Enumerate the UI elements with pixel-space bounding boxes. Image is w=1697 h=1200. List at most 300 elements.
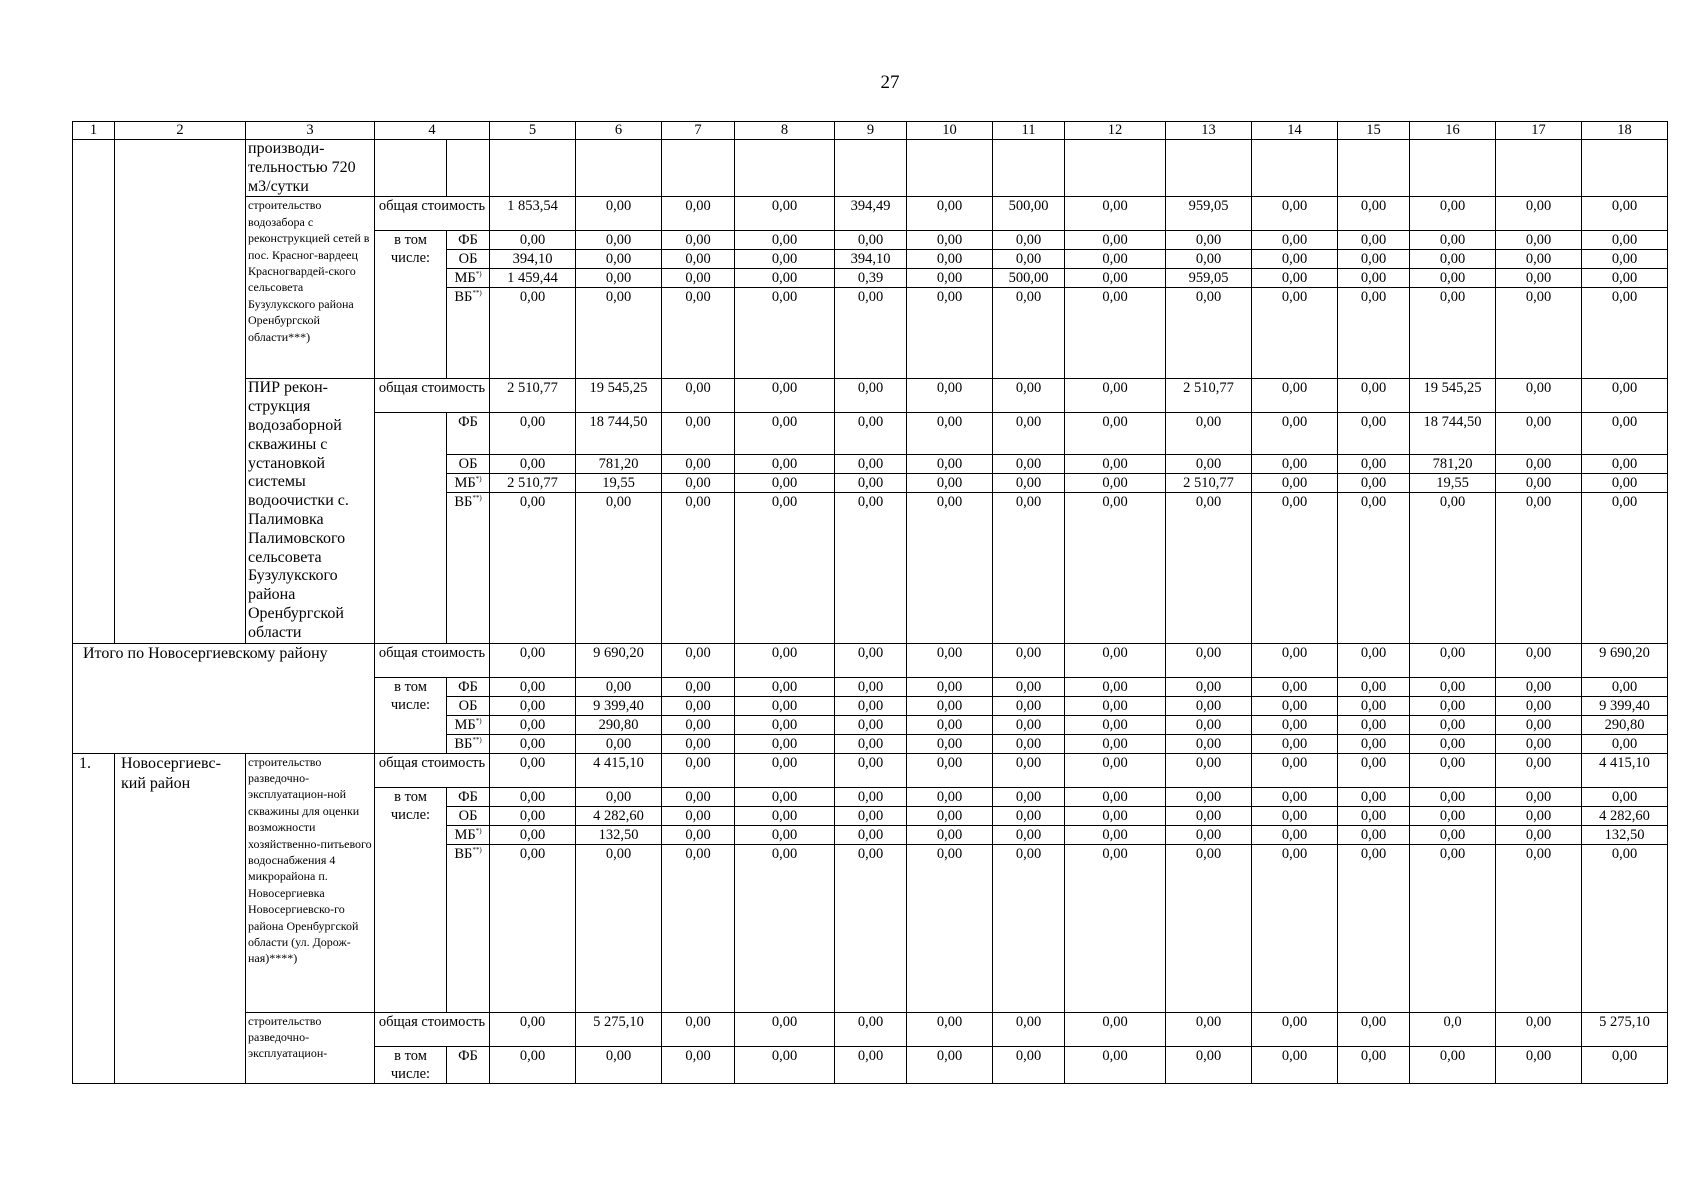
value-cell: 0,00 <box>490 413 576 454</box>
value-cell: 0,00 <box>1582 787 1668 806</box>
value-cell: 0,00 <box>1410 288 1496 379</box>
value-cell: 0,00 <box>835 231 907 250</box>
value-cell: 0,00 <box>835 734 907 753</box>
value-cell: 0,00 <box>993 643 1065 677</box>
value-cell: 0,00 <box>1338 715 1410 734</box>
value-cell: 0,00 <box>735 197 835 231</box>
header-col-12: 12 <box>1065 122 1166 140</box>
funding-source-ob <box>447 806 490 825</box>
header-col-3: 3 <box>246 122 375 140</box>
value-cell: 0,00 <box>576 492 662 643</box>
value-cell: 0,00 <box>907 197 993 231</box>
value-cell: 0,00 <box>1252 753 1338 787</box>
table-row <box>73 197 1668 231</box>
header-col-9: 9 <box>835 122 907 140</box>
value-cell: 0,00 <box>1065 715 1166 734</box>
value-cell: 0,00 <box>1166 231 1252 250</box>
value-cell: 0,00 <box>1410 844 1496 1012</box>
value-cell: 0,00 <box>993 473 1065 492</box>
value-cell: 0,00 <box>735 1012 835 1046</box>
value-cell: 2 510,77 <box>490 473 576 492</box>
footnote-mark: **) <box>472 845 482 854</box>
value-cell: 0,00 <box>835 288 907 379</box>
value-cell: 0,00 <box>1252 454 1338 473</box>
value-cell: 0,00 <box>835 677 907 696</box>
value-cell: 0,00 <box>735 250 835 269</box>
value-cell: 0,00 <box>1252 806 1338 825</box>
total-cost-label: общая стоимость <box>375 753 490 787</box>
value-cell: 132,50 <box>576 825 662 844</box>
value-cell: 0,00 <box>1065 825 1166 844</box>
value-cell: 0,00 <box>1582 231 1668 250</box>
value-cell: 0,00 <box>1410 197 1496 231</box>
value-cell: 0,00 <box>1410 734 1496 753</box>
funding-source-label: ОБ <box>458 807 478 824</box>
value-cell: 2 510,77 <box>490 379 576 413</box>
funding-source-label: ФБ <box>458 678 478 695</box>
value-cell: 0,00 <box>1582 492 1668 643</box>
funding-source-label: ОБ <box>458 455 478 472</box>
value-cell: 0,00 <box>993 288 1065 379</box>
value-cell: 0,00 <box>907 677 993 696</box>
row-number-cell: 1. <box>73 753 115 1083</box>
value-cell: 0,00 <box>662 1046 735 1083</box>
value-cell: 0,00 <box>662 269 735 288</box>
funding-source-label: ФБ <box>458 414 478 431</box>
funding-source-fb <box>447 231 490 250</box>
value-cell: 0,00 <box>907 844 993 1012</box>
value-cell: 0,00 <box>1166 250 1252 269</box>
value-cell: 0,00 <box>735 413 835 454</box>
funding-source-label: ВБ <box>454 845 473 862</box>
header-col-6: 6 <box>576 122 662 140</box>
value-cell: 0,00 <box>1166 1012 1252 1046</box>
value-cell: 0,00 <box>835 696 907 715</box>
value-cell: 0,00 <box>1582 379 1668 413</box>
total-cost-label: общая стоимость <box>375 643 490 677</box>
value-cell: 0,00 <box>1252 197 1338 231</box>
value-cell: 0,00 <box>1065 643 1166 677</box>
value-cell: 0,00 <box>1410 715 1496 734</box>
value-cell: 0,00 <box>1496 473 1582 492</box>
empty-cell <box>1065 140 1166 197</box>
value-cell: 0,00 <box>1065 734 1166 753</box>
value-cell: 0,00 <box>1582 250 1668 269</box>
value-cell: 0,00 <box>1496 715 1582 734</box>
empty-cell <box>907 140 993 197</box>
value-cell: 0,00 <box>662 197 735 231</box>
value-cell: 0,00 <box>835 413 907 454</box>
value-cell: 0,00 <box>1582 734 1668 753</box>
value-cell: 0,00 <box>993 734 1065 753</box>
value-cell: 0,00 <box>1252 1012 1338 1046</box>
value-cell: 0,00 <box>1496 288 1582 379</box>
value-cell: 0,00 <box>1252 696 1338 715</box>
value-cell: 0,00 <box>1338 677 1410 696</box>
value-cell: 0,00 <box>1496 825 1582 844</box>
value-cell: 0,00 <box>735 473 835 492</box>
value-cell: 0,00 <box>662 473 735 492</box>
value-cell: 0,00 <box>993 413 1065 454</box>
header-col-14: 14 <box>1252 122 1338 140</box>
value-cell: 0,00 <box>1338 753 1410 787</box>
value-cell: 0,00 <box>490 696 576 715</box>
value-cell: 0,00 <box>835 492 907 643</box>
value-cell: 0,00 <box>735 492 835 643</box>
value-cell: 0,00 <box>1496 269 1582 288</box>
funding-source-ob <box>447 696 490 715</box>
value-cell: 2 510,77 <box>1166 473 1252 492</box>
value-cell: 0,00 <box>735 288 835 379</box>
value-cell: 0,00 <box>490 715 576 734</box>
value-cell: 0,00 <box>735 825 835 844</box>
value-cell: 0,00 <box>1338 825 1410 844</box>
value-cell: 0,00 <box>1338 844 1410 1012</box>
value-cell: 0,00 <box>735 454 835 473</box>
value-cell: 0,00 <box>1065 269 1166 288</box>
value-cell: 0,00 <box>1065 753 1166 787</box>
value-cell: 0,00 <box>1496 844 1582 1012</box>
value-cell: 0,00 <box>1410 1046 1496 1083</box>
value-cell: 0,00 <box>490 825 576 844</box>
table-row <box>73 1012 1668 1046</box>
value-cell: 0,00 <box>1410 269 1496 288</box>
value-cell: 18 744,50 <box>1410 413 1496 454</box>
footnote-mark: *) <box>475 270 482 279</box>
value-cell: 959,05 <box>1166 269 1252 288</box>
funding-source-vb <box>447 492 490 643</box>
empty-cell <box>375 140 447 197</box>
value-cell: 0,00 <box>907 787 993 806</box>
header-col-10: 10 <box>907 122 993 140</box>
empty-cell <box>1338 140 1410 197</box>
value-cell: 0,00 <box>1065 250 1166 269</box>
value-cell: 0,00 <box>1496 379 1582 413</box>
value-cell: 9 690,20 <box>1582 643 1668 677</box>
value-cell: 0,00 <box>1410 677 1496 696</box>
value-cell: 0,00 <box>735 1046 835 1083</box>
value-cell: 0,00 <box>993 1046 1065 1083</box>
value-cell: 0,00 <box>907 1012 993 1046</box>
footnote-mark: *) <box>475 826 482 835</box>
value-cell: 0,00 <box>1496 677 1582 696</box>
footnote-mark: **) <box>472 735 482 744</box>
value-cell: 781,20 <box>1410 454 1496 473</box>
value-cell: 0,00 <box>1065 1046 1166 1083</box>
value-cell: 781,20 <box>576 454 662 473</box>
value-cell: 0,00 <box>1338 250 1410 269</box>
funding-source-label: ВБ <box>454 493 473 510</box>
value-cell: 0,00 <box>1338 473 1410 492</box>
value-cell: 0,00 <box>1496 231 1582 250</box>
value-cell: 0,00 <box>993 844 1065 1012</box>
value-cell: 0,00 <box>1582 844 1668 1012</box>
value-cell: 0,00 <box>1166 806 1252 825</box>
empty-cell <box>447 140 490 197</box>
value-cell: 0,00 <box>993 231 1065 250</box>
header-col-17: 17 <box>1496 122 1582 140</box>
value-cell: 0,00 <box>907 250 993 269</box>
empty-cell <box>490 140 576 197</box>
value-cell: 0,00 <box>490 643 576 677</box>
value-cell: 0,00 <box>662 753 735 787</box>
value-cell: 0,00 <box>993 379 1065 413</box>
value-cell: 0,00 <box>1252 1046 1338 1083</box>
value-cell: 0,00 <box>1410 806 1496 825</box>
funding-source-mb <box>447 473 490 492</box>
value-cell: 0,00 <box>1065 696 1166 715</box>
value-cell: 0,00 <box>490 1012 576 1046</box>
value-cell: 0,00 <box>1410 643 1496 677</box>
value-cell: 0,00 <box>662 806 735 825</box>
value-cell: 0,00 <box>1338 413 1410 454</box>
value-cell: 0,00 <box>1410 696 1496 715</box>
value-cell: 0,00 <box>1065 1012 1166 1046</box>
value-cell: 0,00 <box>1166 413 1252 454</box>
value-cell: 0,00 <box>576 1046 662 1083</box>
funding-source-vb <box>447 734 490 753</box>
value-cell: 0,00 <box>576 787 662 806</box>
value-cell: 0,00 <box>835 753 907 787</box>
funding-source-ob <box>447 454 490 473</box>
value-cell: 0,00 <box>576 197 662 231</box>
header-col-16: 16 <box>1410 122 1496 140</box>
value-cell: 0,00 <box>1252 844 1338 1012</box>
value-cell: 1 853,54 <box>490 197 576 231</box>
value-cell: 0,00 <box>1582 288 1668 379</box>
value-cell: 0,00 <box>1252 379 1338 413</box>
value-cell: 0,00 <box>835 643 907 677</box>
value-cell: 0,00 <box>1166 454 1252 473</box>
value-cell: 0,00 <box>662 379 735 413</box>
value-cell: 0,00 <box>490 677 576 696</box>
value-cell: 0,00 <box>662 413 735 454</box>
empty-cell <box>1410 140 1496 197</box>
value-cell: 0,00 <box>490 844 576 1012</box>
value-cell: 0,00 <box>1252 288 1338 379</box>
empty-cell <box>993 140 1065 197</box>
total-cost-label: общая стоимость <box>375 197 490 231</box>
including-label: в том числе: <box>375 787 447 1012</box>
value-cell: 0,00 <box>1496 1046 1582 1083</box>
funding-source-label: МБ <box>454 826 476 843</box>
value-cell: 0,00 <box>907 696 993 715</box>
value-cell: 0,00 <box>907 379 993 413</box>
value-cell: 500,00 <box>993 197 1065 231</box>
value-cell: 0,00 <box>1582 1046 1668 1083</box>
funding-source-fb <box>447 413 490 454</box>
value-cell: 0,00 <box>993 787 1065 806</box>
value-cell: 0,00 <box>1496 250 1582 269</box>
row-number-cell <box>73 140 115 644</box>
value-cell: 500,00 <box>993 269 1065 288</box>
value-cell: 0,00 <box>907 825 993 844</box>
value-cell: 0,00 <box>1065 844 1166 1012</box>
funding-source-label: МБ <box>454 270 476 287</box>
value-cell: 0,00 <box>1496 696 1582 715</box>
value-cell: 0,00 <box>907 806 993 825</box>
value-cell: 0,00 <box>735 787 835 806</box>
value-cell: 0,00 <box>662 696 735 715</box>
header-col-13: 13 <box>1166 122 1252 140</box>
value-cell: 0,00 <box>907 1046 993 1083</box>
value-cell: 0,00 <box>1166 643 1252 677</box>
value-cell: 0,00 <box>1496 734 1582 753</box>
value-cell: 0,00 <box>1582 677 1668 696</box>
value-cell: 0,00 <box>1338 696 1410 715</box>
value-cell: 0,00 <box>662 677 735 696</box>
value-cell: 0,00 <box>1410 231 1496 250</box>
value-cell: 18 744,50 <box>576 413 662 454</box>
header-col-15: 15 <box>1338 122 1410 140</box>
value-cell: 0,00 <box>1065 806 1166 825</box>
value-cell: 0,00 <box>1252 643 1338 677</box>
value-cell: 9 399,40 <box>1582 696 1668 715</box>
value-cell: 0,00 <box>907 715 993 734</box>
district-total-label: Итого по Новосергиевскому району <box>73 643 375 753</box>
value-cell: 0,00 <box>1065 473 1166 492</box>
value-cell: 0,00 <box>1252 734 1338 753</box>
value-cell: 0,00 <box>490 806 576 825</box>
value-cell: 0,00 <box>907 473 993 492</box>
value-cell: 0,00 <box>490 753 576 787</box>
value-cell: 0,00 <box>1582 413 1668 454</box>
value-cell: 0,00 <box>1338 492 1410 643</box>
value-cell: 0,00 <box>1065 787 1166 806</box>
object-name: строительство разведочно-эксплуатацион-ной скважины для оценки возможности хозяйственно-питьевого водоснабжения 4 микрорайона п. Новосергиевка Новосергиевско-го района Оренбургской области (ул. Дорож-ная)****) <box>246 753 375 1012</box>
value-cell: 0,00 <box>993 753 1065 787</box>
funding-source-label: ОБ <box>458 251 478 268</box>
value-cell: 0,00 <box>993 715 1065 734</box>
value-cell: 0,00 <box>1410 787 1496 806</box>
empty-cell <box>1582 140 1668 197</box>
value-cell: 0,00 <box>1338 454 1410 473</box>
value-cell: 0,00 <box>1252 715 1338 734</box>
value-cell: 0,00 <box>835 844 907 1012</box>
value-cell: 0,00 <box>490 734 576 753</box>
value-cell: 0,00 <box>1410 825 1496 844</box>
value-cell: 0,00 <box>1496 1012 1582 1046</box>
value-cell: 0,00 <box>490 288 576 379</box>
value-cell: 0,00 <box>835 454 907 473</box>
funding-source-label: ФБ <box>458 1047 478 1064</box>
funding-source-mb <box>447 715 490 734</box>
value-cell: 0,00 <box>907 643 993 677</box>
header-col-2: 2 <box>115 122 246 140</box>
value-cell: 0,00 <box>1338 643 1410 677</box>
value-cell: 0,00 <box>835 787 907 806</box>
value-cell: 0,00 <box>662 643 735 677</box>
value-cell: 2 510,77 <box>1166 379 1252 413</box>
value-cell: 0,00 <box>662 787 735 806</box>
table-row <box>73 753 1668 787</box>
value-cell: 0,00 <box>1582 197 1668 231</box>
including-label: в том числе: <box>375 1046 447 1083</box>
value-cell: 0,00 <box>1496 643 1582 677</box>
value-cell: 0,00 <box>993 806 1065 825</box>
funding-source-label: МБ <box>454 716 476 733</box>
value-cell: 0,00 <box>907 231 993 250</box>
including-label: в том числе: <box>375 231 447 379</box>
district-name: Новосергиевс-кий район <box>115 753 246 1083</box>
value-cell: 9 690,20 <box>576 643 662 677</box>
value-cell: 0,00 <box>835 715 907 734</box>
value-cell: 0,00 <box>835 806 907 825</box>
value-cell: 0,00 <box>1166 677 1252 696</box>
value-cell: 0,00 <box>1166 734 1252 753</box>
value-cell: 0,00 <box>662 825 735 844</box>
value-cell: 0,00 <box>576 844 662 1012</box>
value-cell: 0,00 <box>1496 413 1582 454</box>
funding-source-fb <box>447 787 490 806</box>
value-cell: 132,50 <box>1582 825 1668 844</box>
value-cell: 0,00 <box>1166 825 1252 844</box>
footnote-mark: *) <box>475 474 482 483</box>
funding-source-fb <box>447 677 490 696</box>
value-cell: 0,00 <box>662 454 735 473</box>
value-cell: 0,00 <box>993 1012 1065 1046</box>
value-cell: 0,00 <box>1065 288 1166 379</box>
funding-source-vb <box>447 844 490 1012</box>
value-cell: 0,00 <box>735 643 835 677</box>
value-cell: 19 545,25 <box>1410 379 1496 413</box>
value-cell: 0,00 <box>1166 1046 1252 1083</box>
value-cell: 0,00 <box>835 1046 907 1083</box>
including-label: в том числе: <box>375 677 447 753</box>
value-cell: 0,00 <box>1252 413 1338 454</box>
value-cell: 19 545,25 <box>576 379 662 413</box>
value-cell: 0,00 <box>735 734 835 753</box>
value-cell: 0,00 <box>1410 753 1496 787</box>
value-cell: 0,00 <box>907 492 993 643</box>
empty-cell <box>375 413 447 643</box>
funding-source-label: МБ <box>454 474 476 491</box>
value-cell: 0,00 <box>1065 413 1166 454</box>
funding-source-label: ОБ <box>458 697 478 714</box>
total-cost-label: общая стоимость <box>375 1012 490 1046</box>
value-cell: 0,00 <box>1252 677 1338 696</box>
value-cell: 0,00 <box>1166 492 1252 643</box>
value-cell: 0,00 <box>1338 197 1410 231</box>
funding-source-mb <box>447 269 490 288</box>
funding-source-label: ФБ <box>458 788 478 805</box>
value-cell: 0,39 <box>835 269 907 288</box>
funding-source-vb <box>447 288 490 379</box>
value-cell: 0,00 <box>1496 787 1582 806</box>
empty-cell <box>1252 140 1338 197</box>
value-cell: 0,00 <box>1166 753 1252 787</box>
value-cell: 959,05 <box>1166 197 1252 231</box>
value-cell: 0,00 <box>1166 288 1252 379</box>
funding-source-mb <box>447 825 490 844</box>
value-cell: 0,00 <box>907 734 993 753</box>
object-name: строительство водозабора с реконструкцией сетей в пос. Красног-вардеец Красногвардей-ского сельсовета Бузулукского района Оренбургской области***) <box>246 197 375 379</box>
value-cell: 0,00 <box>735 231 835 250</box>
value-cell: 0,00 <box>907 753 993 787</box>
value-cell: 0,00 <box>1582 454 1668 473</box>
value-cell: 0,00 <box>1166 715 1252 734</box>
value-cell: 0,00 <box>1496 454 1582 473</box>
value-cell: 290,80 <box>1582 715 1668 734</box>
value-cell: 4 415,10 <box>576 753 662 787</box>
value-cell: 0,00 <box>662 715 735 734</box>
value-cell: 0,00 <box>1338 734 1410 753</box>
value-cell: 0,00 <box>1410 250 1496 269</box>
value-cell: 1 459,44 <box>490 269 576 288</box>
value-cell: 4 282,60 <box>576 806 662 825</box>
value-cell: 4 282,60 <box>1582 806 1668 825</box>
value-cell: 0,00 <box>1338 269 1410 288</box>
